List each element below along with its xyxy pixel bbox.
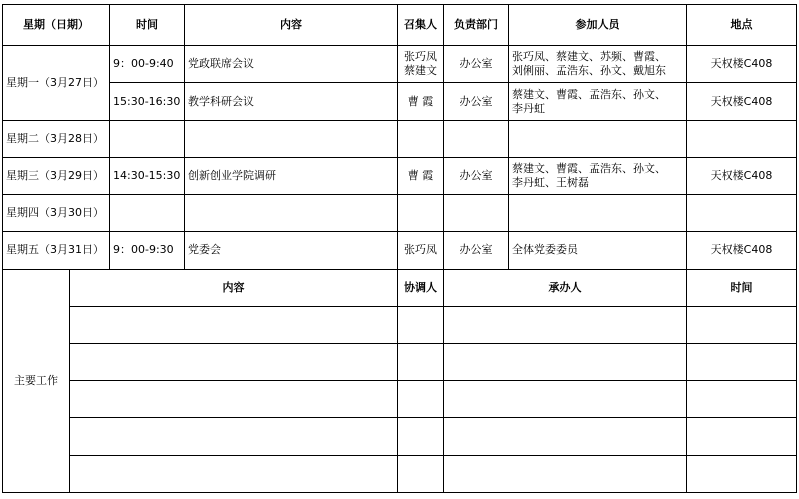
- table-row: [3, 232, 797, 269]
- meeting-participants: [509, 46, 687, 83]
- empty-cell: [185, 120, 398, 157]
- empty-cell: [70, 306, 398, 343]
- header-location: 地点: [687, 5, 797, 46]
- table-row: [3, 195, 797, 232]
- empty-cell: [687, 344, 797, 381]
- main-work-header-content: 内容: [70, 269, 398, 306]
- meeting-time: 14:30-15:30: [110, 157, 185, 194]
- empty-cell: [398, 455, 444, 492]
- table-row: [3, 46, 797, 83]
- meeting-location: 天权楼C408: [687, 157, 797, 194]
- main-work-header-time: 时间: [687, 269, 797, 306]
- participants-line: 李丹虹: [512, 101, 545, 115]
- meeting-location: 天权楼C408: [687, 46, 797, 83]
- empty-cell: [70, 455, 398, 492]
- header-dept: 负责部门: [444, 5, 509, 46]
- empty-cell: [509, 120, 687, 157]
- empty-cell: [687, 120, 797, 157]
- empty-cell: [444, 344, 687, 381]
- table-row: [3, 120, 797, 157]
- empty-cell: [444, 195, 509, 232]
- empty-cell: [398, 381, 444, 418]
- header-participants: 参加人员: [509, 5, 687, 46]
- meeting-convener: 曹 霞: [398, 83, 444, 120]
- empty-cell: [110, 120, 185, 157]
- meeting-content: 创新创业学院调研: [185, 157, 398, 194]
- empty-cell: [70, 418, 398, 455]
- empty-cell: [444, 418, 687, 455]
- meeting-time: 9：00-9:40: [110, 46, 185, 83]
- empty-cell: [687, 381, 797, 418]
- meeting-content: 教学科研会议: [185, 83, 398, 120]
- empty-cell: [687, 455, 797, 492]
- meeting-content: 党政联席会议: [185, 46, 398, 83]
- empty-cell: [509, 195, 687, 232]
- participants-line: 蔡建文、曹霞、孟浩东、孙文、: [512, 162, 666, 176]
- participants-line: 张巧凤、蔡建文、苏频、曹霞、: [512, 50, 666, 64]
- empty-cell: [110, 195, 185, 232]
- header-content: 内容: [185, 5, 398, 46]
- main-work-row: [3, 344, 797, 381]
- empty-cell: [444, 381, 687, 418]
- empty-cell: [70, 381, 398, 418]
- participants-line: 李丹虹、王树磊: [512, 176, 589, 190]
- empty-cell: [444, 120, 509, 157]
- empty-cell: [398, 418, 444, 455]
- weekly-schedule-table: [2, 4, 797, 493]
- participants-line: 刘俐丽、孟浩东、孙文、戴旭东: [512, 64, 666, 78]
- meeting-location: 天权楼C408: [687, 83, 797, 120]
- table-row: [3, 83, 797, 120]
- day-cell: 星期二（3月28日）: [3, 120, 110, 157]
- empty-cell: [444, 306, 687, 343]
- main-work-header-organizer: 承办人: [444, 269, 687, 306]
- main-work-row: [3, 418, 797, 455]
- main-work-header-coordinator: 协调人: [398, 269, 444, 306]
- meeting-convener: 曹 霞: [398, 157, 444, 194]
- convener-line: 蔡建文: [404, 64, 437, 78]
- empty-cell: [687, 306, 797, 343]
- main-work-row: [3, 381, 797, 418]
- meeting-participants: [509, 157, 687, 194]
- day-cell: 星期五（3月31日）: [3, 232, 110, 269]
- header-time: 时间: [110, 5, 185, 46]
- empty-cell: [70, 344, 398, 381]
- meeting-convener: [398, 46, 444, 83]
- header-row: [3, 5, 797, 46]
- empty-cell: [398, 120, 444, 157]
- empty-cell: [398, 195, 444, 232]
- meeting-participants: [509, 83, 687, 120]
- empty-cell: [398, 344, 444, 381]
- meeting-convener: 张巧凤: [398, 232, 444, 269]
- header-convener: 召集人: [398, 5, 444, 46]
- main-work-row: [3, 306, 797, 343]
- empty-cell: [398, 306, 444, 343]
- main-work-label: 主要工作: [3, 269, 70, 492]
- participants-line: 蔡建文、曹霞、孟浩东、孙文、: [512, 87, 666, 101]
- convener-line: 张巧凤: [404, 50, 437, 64]
- empty-cell: [687, 195, 797, 232]
- meeting-dept: 办公室: [444, 157, 509, 194]
- day-cell: 星期一（3月27日）: [3, 46, 110, 120]
- meeting-dept: 办公室: [444, 83, 509, 120]
- table-row: [3, 157, 797, 194]
- meeting-location: 天权楼C408: [687, 232, 797, 269]
- day-cell: 星期三（3月29日）: [3, 157, 110, 194]
- header-day: 星期（日期）: [3, 5, 110, 46]
- main-work-row: [3, 455, 797, 492]
- empty-cell: [185, 195, 398, 232]
- meeting-time: 15:30-16:30: [110, 83, 185, 120]
- meeting-participants: 全体党委委员: [509, 232, 687, 269]
- meeting-dept: 办公室: [444, 232, 509, 269]
- day-cell: 星期四（3月30日）: [3, 195, 110, 232]
- meeting-content: 党委会: [185, 232, 398, 269]
- meeting-dept: 办公室: [444, 46, 509, 83]
- meeting-time: 9：00-9:30: [110, 232, 185, 269]
- empty-cell: [444, 455, 687, 492]
- main-work-header-row: [3, 269, 797, 306]
- empty-cell: [687, 418, 797, 455]
